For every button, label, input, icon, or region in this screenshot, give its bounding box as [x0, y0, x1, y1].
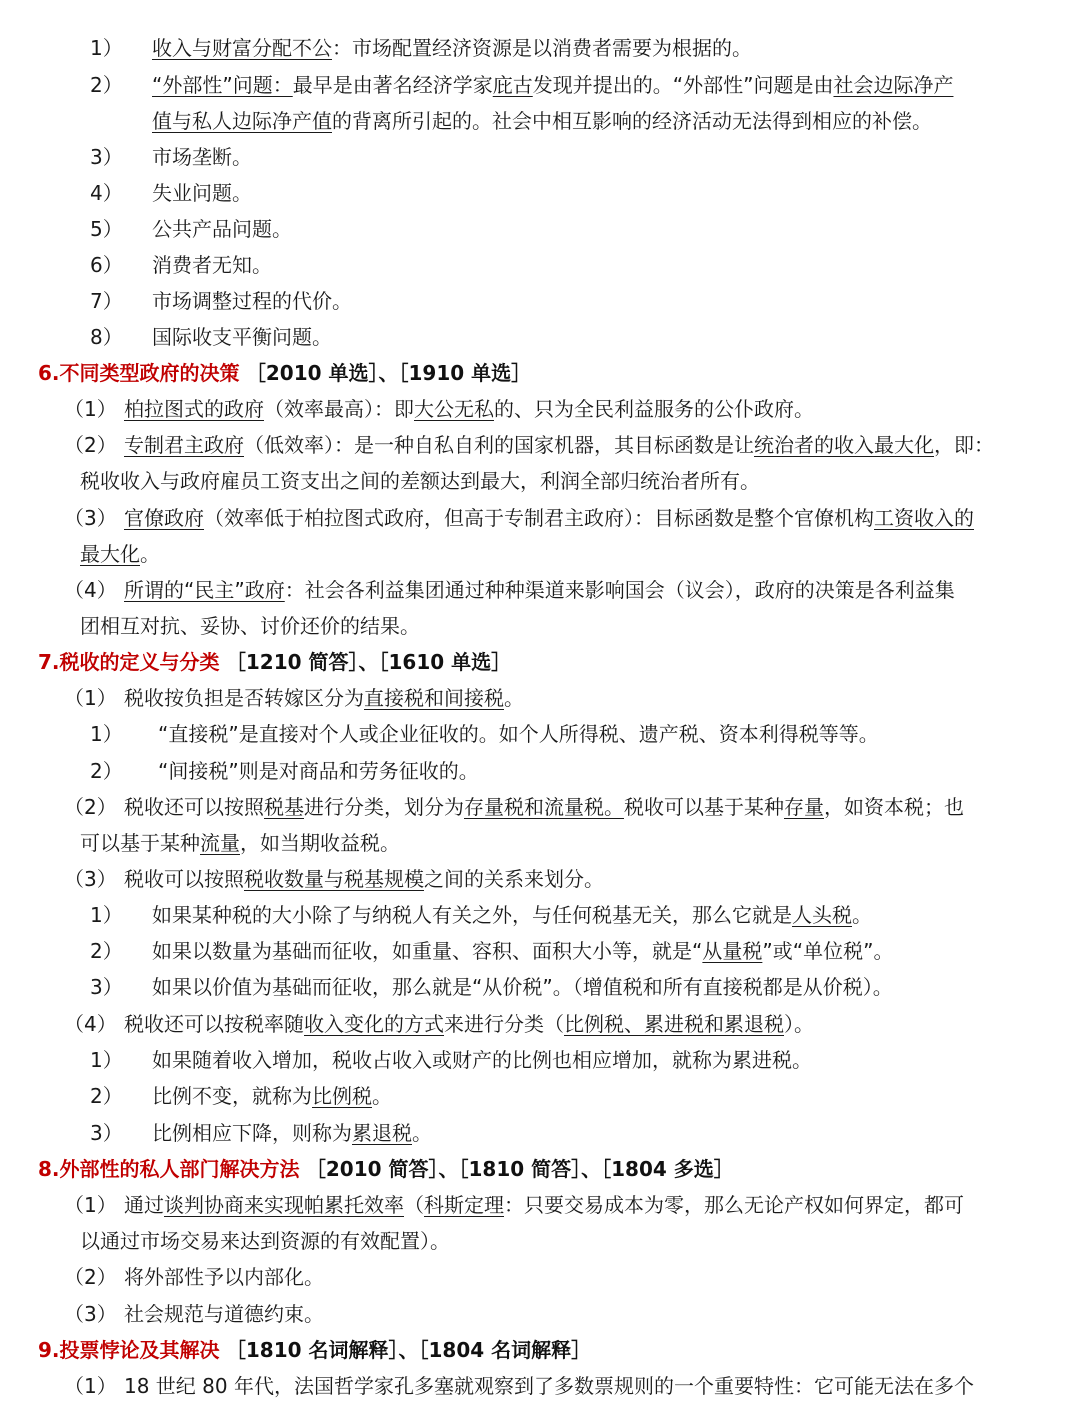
- underlined-term: 从量税: [702, 939, 763, 963]
- text-run: 的、只为全民利益服务的公仆政府。: [494, 397, 814, 421]
- item-text: 失业问题。: [152, 181, 252, 205]
- text-run: （效率最高）：即: [264, 397, 414, 421]
- list-item: [0, 1187, 1068, 1223]
- item-text: [124, 789, 964, 825]
- item-text: “直接税”是直接对个人或企业征收的。如个人所得税、遗产税、资本利得税等等。: [158, 722, 879, 746]
- list-item: [0, 1259, 1068, 1295]
- text-run: ”或“单位税”。: [762, 939, 894, 963]
- item-text: [152, 933, 893, 969]
- text-run: 比例相应下降，则称为: [152, 1121, 352, 1145]
- text-run: ，即：: [934, 433, 994, 457]
- item-text: “间接税”则是对商品和劳务征收的。: [158, 759, 479, 783]
- underlined-term: 税基: [264, 795, 304, 819]
- text-run: 税收可以按照: [124, 867, 244, 891]
- list-item: [0, 67, 1068, 103]
- underlined-term: 统治者的收入最大化: [754, 433, 934, 457]
- underlined-term: 收入变化的方式: [304, 1012, 444, 1036]
- item-text: [80, 825, 400, 861]
- text-run: 税收按负担是否转嫁区分为: [124, 686, 364, 710]
- list-item: [0, 211, 1068, 247]
- item-number: 5）: [90, 217, 123, 241]
- underlined-term: 累退税: [352, 1121, 412, 1145]
- heading-text: [38, 355, 531, 391]
- heading-text: [38, 644, 511, 680]
- list-item-continuation: [0, 608, 1068, 644]
- list-item: [0, 283, 1068, 319]
- underlined-term: 比例税、累进税和累退税: [564, 1012, 784, 1036]
- exam-tags: ［1810 名词解释］、［1804 名词解释］: [225, 1338, 592, 1362]
- text-run: 。: [140, 542, 160, 566]
- item-number: 6）: [90, 253, 123, 277]
- list-item-continuation: [0, 103, 1068, 139]
- underlined-term: 最大化: [80, 542, 140, 566]
- list-item-continuation: [0, 825, 1068, 861]
- item-text: [152, 30, 752, 66]
- underlined-term: 存量: [784, 795, 824, 819]
- item-text: 如果以价值为基础而征收，那么就是“从价税”。（增值税和所有直接税都是从价税）。: [152, 975, 893, 999]
- item-text: 社会规范与道德约束。: [124, 1302, 324, 1326]
- item-number: （4）: [64, 578, 117, 602]
- list-item: [0, 1115, 1068, 1151]
- item-number: 3）: [90, 975, 123, 999]
- item-number: （1）: [64, 397, 117, 421]
- text-run: 税收可以基于某种: [624, 795, 784, 819]
- list-item: [0, 1296, 1068, 1332]
- item-text: [80, 536, 160, 572]
- item-number: 8）: [90, 325, 123, 349]
- underlined-term: 收入与财富分配不公: [152, 36, 332, 60]
- list-item: [0, 1006, 1068, 1042]
- text-run: ，如当期收益税。: [240, 831, 400, 855]
- text-run: 来进行分类（: [444, 1012, 564, 1036]
- list-item: [0, 427, 1068, 463]
- heading-title: 8.外部性的私人部门解决方法: [38, 1157, 300, 1181]
- item-text: 市场垄断。: [152, 145, 252, 169]
- list-item-continuation: [0, 1223, 1068, 1259]
- item-number: 4）: [90, 181, 123, 205]
- item-text: 如果随着收入增加，税收占收入或财产的比例也相应增加，就称为累进税。: [152, 1048, 812, 1072]
- underlined-term: 人头税: [792, 903, 852, 927]
- item-number: （4）: [64, 1012, 117, 1036]
- list-item: [0, 1078, 1068, 1114]
- list-item: [0, 1368, 1068, 1404]
- list-item: [0, 247, 1068, 283]
- item-number: （2）: [64, 433, 117, 457]
- item-text: 团相互对抗、妥协、讨价还价的结果。: [80, 614, 420, 638]
- text-run: 。: [412, 1121, 432, 1145]
- list-item: [0, 1042, 1068, 1078]
- text-run: 之间的关系来划分。: [424, 867, 604, 891]
- text-run: 税收还可以按照: [124, 795, 264, 819]
- item-text: 国际收支平衡问题。: [152, 325, 332, 349]
- item-number: 1）: [90, 722, 123, 746]
- item-number: （3）: [64, 867, 117, 891]
- item-text: [124, 572, 955, 608]
- text-run: （低效率）：是一种自私自利的国家机器，其目标函数是让: [244, 433, 754, 457]
- underlined-term: 所谓的“民主”政府: [124, 578, 285, 602]
- section-heading: [0, 1332, 1068, 1368]
- underlined-term: 直接税和间接税: [364, 686, 504, 710]
- item-text: [124, 427, 994, 463]
- list-item: [0, 572, 1068, 608]
- item-text: [152, 103, 932, 139]
- underlined-term: 谈判协商来实现帕累托效率: [164, 1193, 404, 1217]
- text-run: ）。: [784, 1012, 814, 1036]
- item-number: （1）: [64, 686, 117, 710]
- item-number: （3）: [64, 506, 117, 530]
- list-item: [0, 680, 1068, 716]
- text-run: ：市场配置经济资源是以消费者需要为根据的。: [332, 36, 752, 60]
- underlined-term: 税收数量与税基规模: [244, 867, 424, 891]
- underlined-term: 值与私人边际净产值: [152, 109, 332, 133]
- text-run: ，如资本税；也: [824, 795, 964, 819]
- item-number: （3）: [64, 1302, 117, 1326]
- heading-text: [38, 1151, 734, 1187]
- text-run: 税收还可以按税率随: [124, 1012, 304, 1036]
- list-item: [0, 500, 1068, 536]
- list-item: [0, 789, 1068, 825]
- underlined-term: 官僚政府: [124, 506, 204, 530]
- item-number: 3）: [90, 145, 123, 169]
- underlined-term: 存量税和流量税。: [464, 795, 624, 819]
- list-item: [0, 319, 1068, 355]
- underlined-term: 科斯定理: [424, 1193, 504, 1217]
- item-text: 公共产品问题。: [152, 217, 292, 241]
- heading-title: 9.投票悖论及其解决: [38, 1338, 220, 1362]
- underlined-term: 比例税: [312, 1084, 372, 1108]
- text-run: 。: [372, 1084, 392, 1108]
- list-item: [0, 391, 1068, 427]
- heading-title: 6.不同类型政府的决策: [38, 361, 240, 385]
- underlined-term: 柏拉图式的政府: [124, 397, 264, 421]
- underlined-term: 工资收入的: [874, 506, 974, 530]
- item-number: （1）: [64, 1374, 117, 1398]
- item-number: （2）: [64, 1265, 117, 1289]
- text-run: 的背离所引起的。社会中相互影响的经济活动无法得到相应的补偿。: [332, 109, 932, 133]
- list-item-continuation: [0, 463, 1068, 499]
- heading-title: 7.税收的定义与分类: [38, 650, 220, 674]
- text-run: 通过: [124, 1193, 164, 1217]
- text-run: 如果某种税的大小除了与纳税人有关之外，与任何税基无关，那么它就是: [152, 903, 792, 927]
- underlined-term: 庇古: [492, 73, 533, 97]
- item-text: [124, 500, 974, 536]
- list-item: [0, 175, 1068, 211]
- list-item: [0, 30, 1068, 66]
- exam-tags: ［1210 简答］、［1610 单选］: [225, 650, 512, 674]
- text-run: （: [404, 1193, 424, 1217]
- text-run: 。: [504, 686, 524, 710]
- section-heading: [0, 1151, 1068, 1187]
- text-run: 进行分类，划分为: [304, 795, 464, 819]
- item-text: 以通过市场交易来达到资源的有效配置）。: [80, 1229, 450, 1253]
- text-run: ：只要交易成本为零，那么无论产权如何界定，都可: [504, 1193, 964, 1217]
- list-item: [0, 716, 1068, 752]
- list-item: [0, 969, 1068, 1005]
- underlined-term: 大公无私: [414, 397, 494, 421]
- text-run: 最早是由著名经济学家: [292, 73, 493, 97]
- item-text: [152, 67, 953, 103]
- heading-text: [38, 1332, 591, 1368]
- item-text: [124, 861, 604, 897]
- text-run: 比例不变，就称为: [152, 1084, 312, 1108]
- list-item: [0, 861, 1068, 897]
- text-run: 如果以数量为基础而征收，如重量、容积、面积大小等，就是“: [152, 939, 703, 963]
- item-number: 1）: [90, 36, 123, 60]
- item-number: 1）: [90, 903, 123, 927]
- list-item: [0, 897, 1068, 933]
- item-text: [124, 680, 524, 716]
- item-text: [124, 1187, 964, 1223]
- item-text: [152, 1078, 392, 1114]
- text-run: 。: [852, 903, 872, 927]
- item-text: 将外部性予以内部化。: [124, 1265, 324, 1289]
- underlined-term: 社会边际净产: [833, 73, 954, 97]
- item-text: 18 世纪 80 年代，法国哲学家孔多塞就观察到了多数票规则的一个重要特性：它可能无法在多个: [124, 1374, 974, 1398]
- item-text: [124, 391, 814, 427]
- item-text: [124, 1006, 814, 1042]
- item-number: 3）: [90, 1121, 123, 1145]
- section-heading: [0, 355, 1068, 391]
- list-item: [0, 139, 1068, 175]
- section-heading: [0, 644, 1068, 680]
- item-number: 2）: [90, 759, 123, 783]
- text-run: ：社会各利益集团通过种种渠道来影响国会（议会），政府的决策是各利益集: [284, 578, 955, 602]
- item-number: （1）: [64, 1193, 117, 1217]
- text-run: 可以基于某种: [80, 831, 200, 855]
- item-number: （2）: [64, 795, 117, 819]
- item-text: [152, 897, 872, 933]
- item-text: 市场调整过程的代价。: [152, 289, 352, 313]
- list-item: [0, 933, 1068, 969]
- item-text: 税收收入与政府雇员工资支出之间的差额达到最大，利润全部归统治者所有。: [80, 469, 760, 493]
- underlined-term: 专制君主政府: [124, 433, 244, 457]
- item-text: 消费者无知。: [152, 253, 272, 277]
- text-run: （效率低于柏拉图式政府，但高于专制君主政府）：目标函数是整个官僚机构: [204, 506, 874, 530]
- exam-tags: ［2010 简答］、［1810 简答］、［1804 多选］: [305, 1157, 734, 1181]
- exam-tags: ［2010 单选］、［1910 单选］: [245, 361, 532, 385]
- list-item: [0, 753, 1068, 789]
- underlined-term: “外部性”问题：: [152, 73, 293, 97]
- text-run: 发现并提出的。“外部性”问题是由: [532, 73, 834, 97]
- item-text: [152, 1115, 432, 1151]
- item-number: 1）: [90, 1048, 123, 1072]
- item-number: 2）: [90, 939, 123, 963]
- underlined-term: 流量: [200, 831, 240, 855]
- list-item-continuation: [0, 536, 1068, 572]
- item-number: 7）: [90, 289, 123, 313]
- item-number: 2）: [90, 73, 123, 97]
- item-number: 2）: [90, 1084, 123, 1108]
